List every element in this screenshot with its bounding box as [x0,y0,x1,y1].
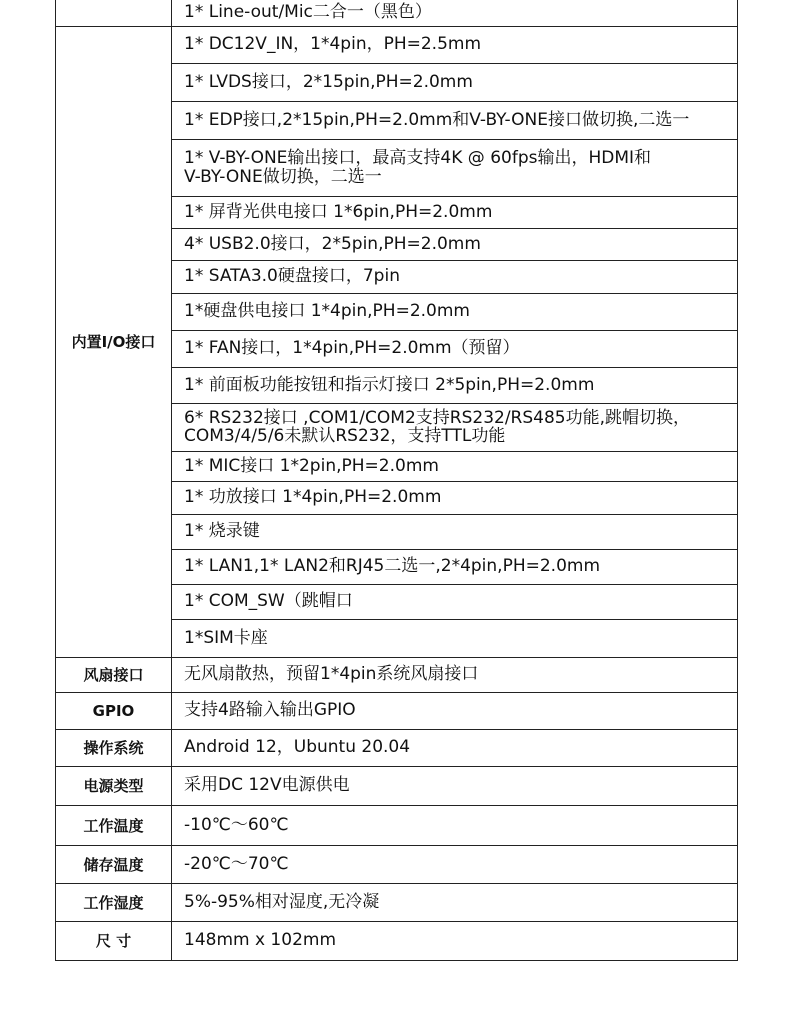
row-value: 1* LVDS接口，2*15pin,PH=2.0mm [172,63,738,101]
row-value: 1* LAN1,1* LAN2和RJ45二选一,2*4pin,PH=2.0mm [172,549,738,584]
row-label: 操作系统 [56,729,172,766]
row-value: 1* 屏背光供电接口 1*6pin,PH=2.0mm [172,196,738,228]
table-row [56,805,738,845]
row-value: -10℃～60℃ [172,805,738,845]
row-value: 6* RS232接口 ,COM1/COM2支持RS232/RS485功能,跳帽切换， COM3/4/5/6未默认RS232，支持TTL功能 [172,403,738,451]
row-value: 1* DC12V_IN，1*4pin，PH=2.5mm [172,26,738,63]
row-value: 148mm x 102mm [172,921,738,960]
table-row [56,845,738,883]
row-value: 4* USB2.0接口，2*5pin,PH=2.0mm [172,228,738,260]
row-value: Android 12，Ubuntu 20.04 [172,729,738,766]
table-row [56,729,738,766]
row-value: 支持4路输入输出GPIO [172,692,738,729]
table-row [56,921,738,960]
row-value: 1* Line-out/Mic二合一（黑色） [172,0,738,26]
row-label: 储存温度 [56,845,172,883]
row-value: 1* 前面板功能按钮和指示灯接口 2*5pin,PH=2.0mm [172,367,738,403]
row-label: 工作湿度 [56,883,172,921]
table-row [56,26,738,63]
io-group-label: 内置I/O接口 [56,26,172,657]
row-value: 1* V-BY-ONE输出接口，最高支持4K @ 60fps输出，HDMI和 V-BY-ONE做切换，二选一 [172,139,738,196]
row-label: 电源类型 [56,766,172,805]
table-row [56,883,738,921]
table-row [56,692,738,729]
row-label: GPIO [56,692,172,729]
row-value: 无风扇散热，预留1*4pin系统风扇接口 [172,657,738,692]
row-value: 1* 烧录键 [172,514,738,549]
row-label: 尺 寸 [56,921,172,960]
row-value: 1* 功放接口 1*4pin,PH=2.0mm [172,481,738,514]
row-value: 1* COM_SW（跳帽口 [172,584,738,619]
table-row [56,657,738,692]
spec-table [55,0,738,961]
row-label: 工作温度 [56,805,172,845]
row-value: -20℃～70℃ [172,845,738,883]
row-value: 1* SATA3.0硬盘接口，7pin [172,260,738,293]
row-value: 5%-95%相对湿度,无冷凝 [172,883,738,921]
row-value: 1*SIM卡座 [172,619,738,657]
row-value: 1* EDP接口,2*15pin,PH=2.0mm和V-BY-ONE接口做切换,二选一 [172,101,738,139]
table-row [56,0,738,26]
row-value: 1* MIC接口 1*2pin,PH=2.0mm [172,451,738,481]
row-value: 1* FAN接口，1*4pin,PH=2.0mm（预留） [172,330,738,367]
row-value: 1*硬盘供电接口 1*4pin,PH=2.0mm [172,293,738,330]
row-label [56,0,172,26]
table-row [56,766,738,805]
row-label: 风扇接口 [56,657,172,692]
row-value: 采用DC 12V电源供电 [172,766,738,805]
